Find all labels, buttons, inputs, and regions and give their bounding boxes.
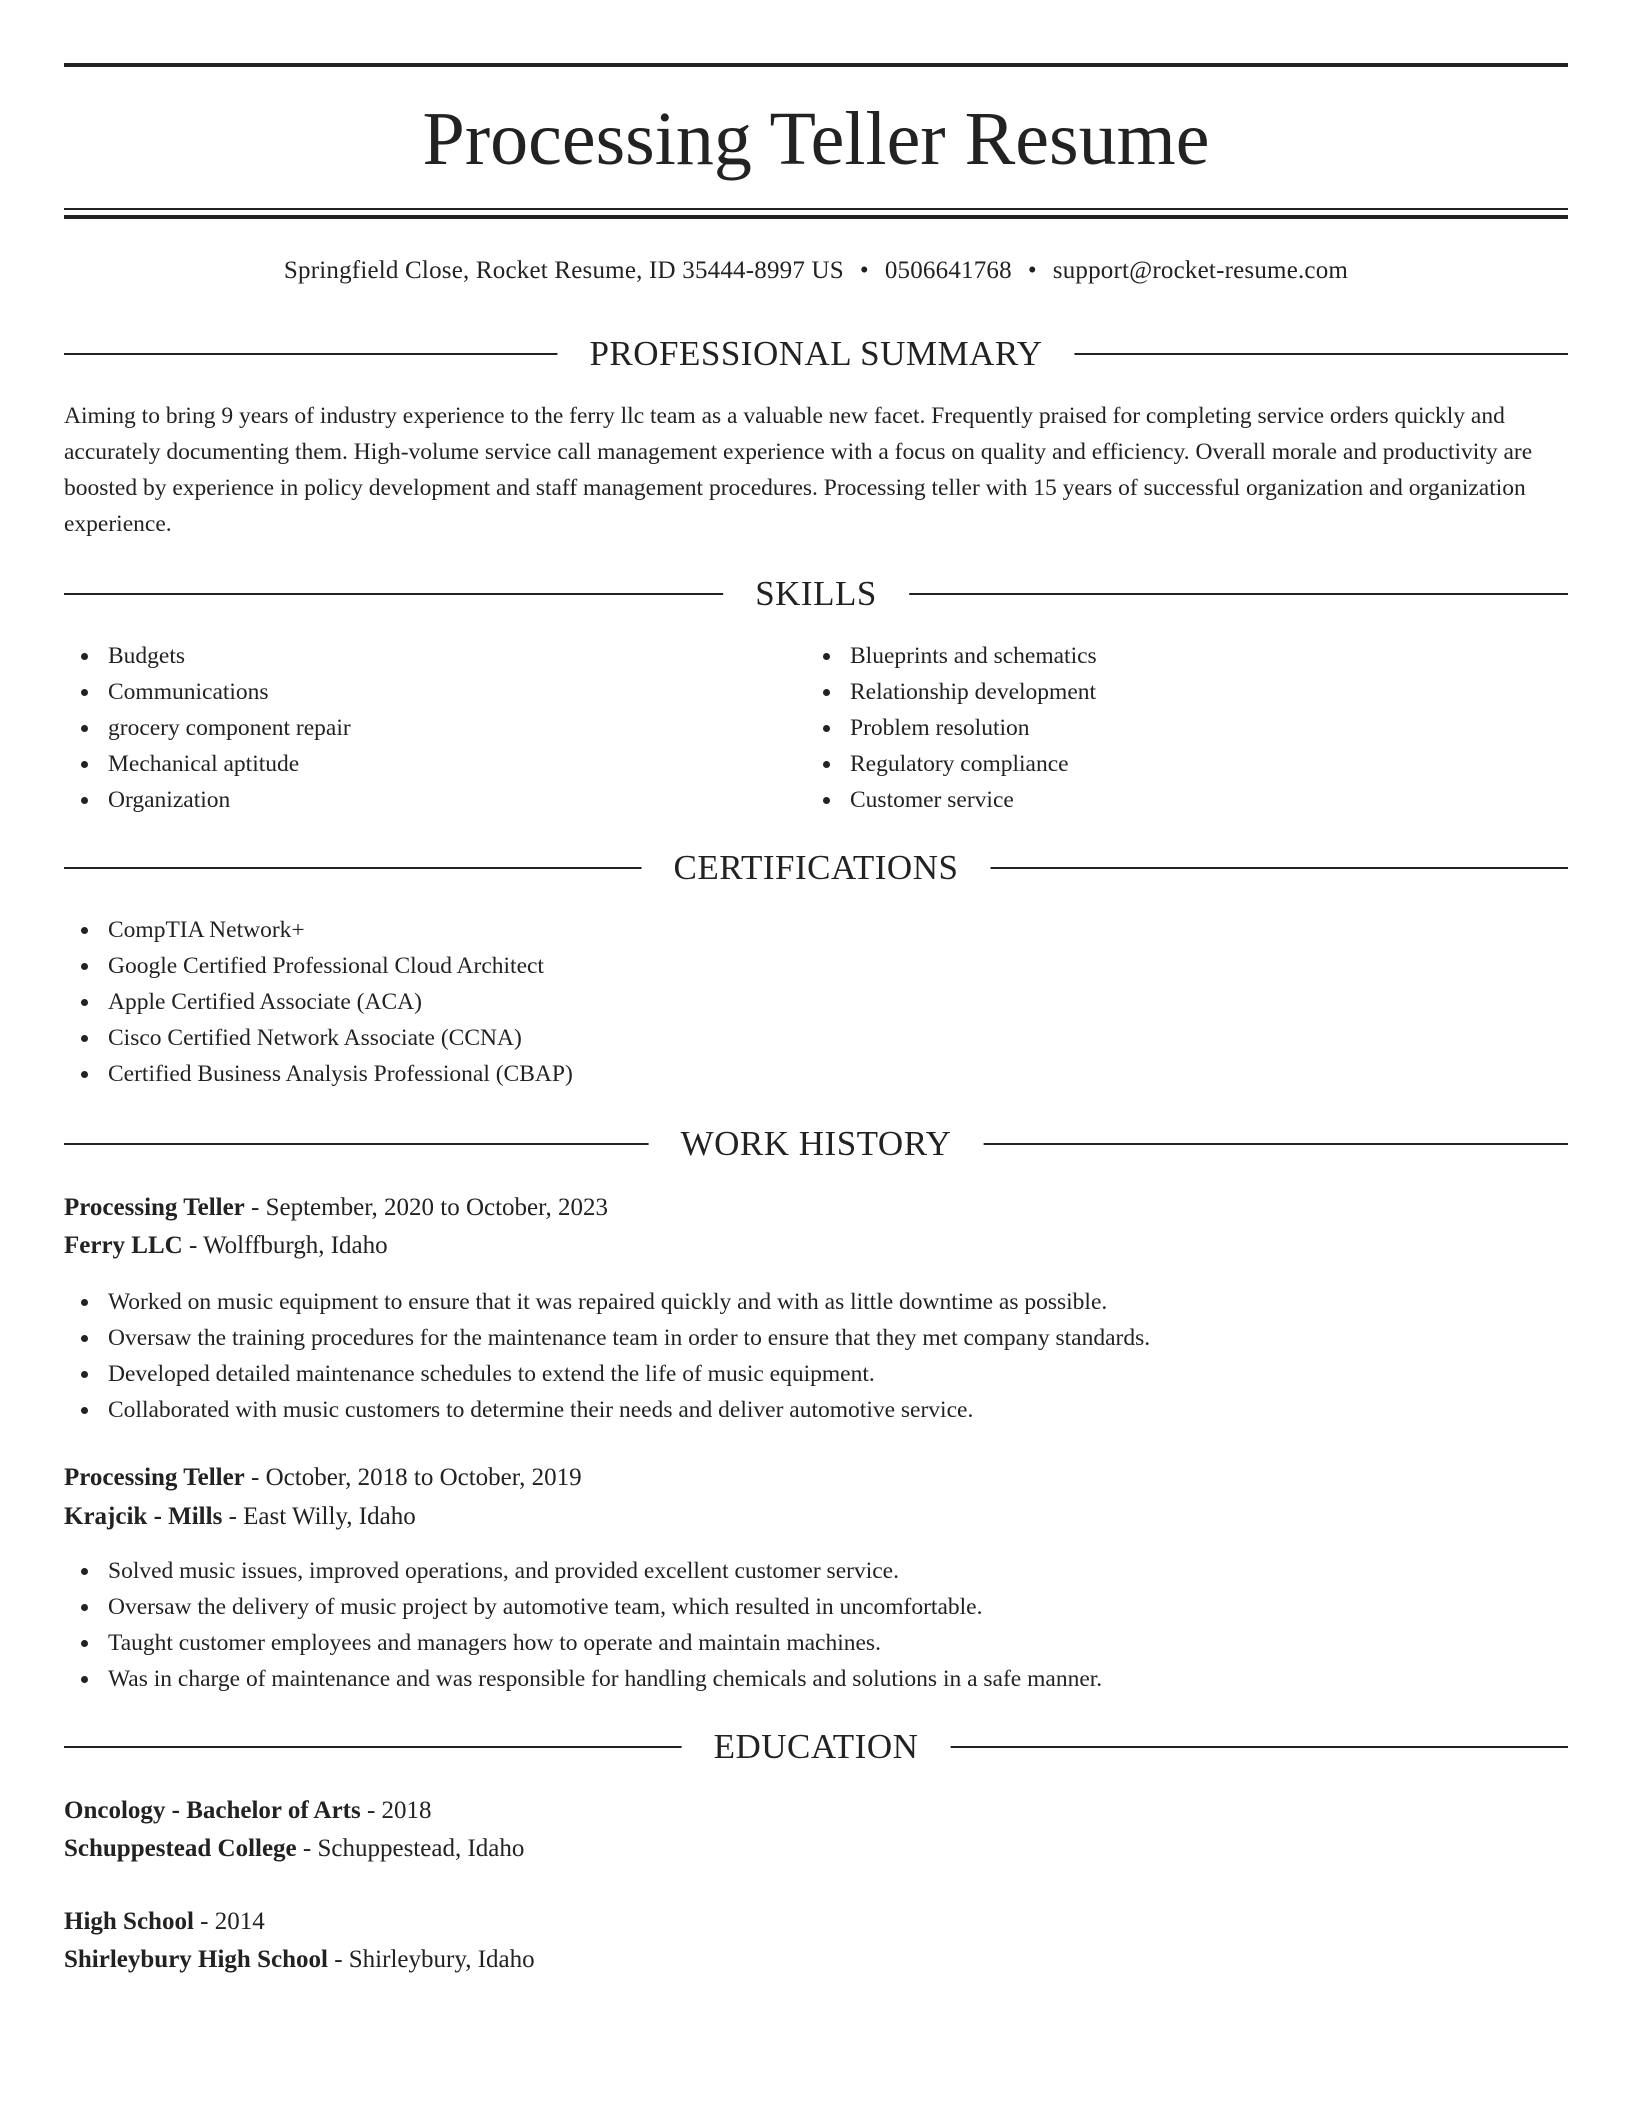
education-year: - 2014 xyxy=(193,1908,265,1935)
list-item: Worked on music equipment to ensure that it was repaired quickly and with as little downtime as possible. xyxy=(64,1284,1150,1320)
job-company: Ferry LLC xyxy=(64,1232,183,1259)
list-item: Regulatory compliance xyxy=(806,746,1097,782)
contact-line xyxy=(64,254,1568,288)
list-item: Problem resolution xyxy=(806,710,1097,746)
job-title-line xyxy=(64,1460,582,1496)
certifications-list xyxy=(64,912,573,1092)
list-item: Developed detailed maintenance schedules to extend the life of music equipment. xyxy=(64,1356,1150,1392)
job-title: Processing Teller xyxy=(64,1464,245,1491)
job-company-line xyxy=(64,1228,388,1264)
section-heading-summary xyxy=(64,332,1568,376)
job-bullets xyxy=(64,1553,1102,1697)
list-item: Taught customer employees and managers how to operate and maintain machines. xyxy=(64,1625,1102,1661)
section-heading-certifications xyxy=(64,846,1568,890)
skills-list-right xyxy=(806,638,1097,818)
list-item: Oversaw the delivery of music project by automotive team, which resulted in uncomfortable. xyxy=(64,1589,1102,1625)
section-title: PROFESSIONAL SUMMARY xyxy=(557,332,1074,376)
top-rule xyxy=(64,63,1568,67)
list-item: Organization xyxy=(64,782,351,818)
job-bullets xyxy=(64,1284,1150,1428)
section-heading-skills xyxy=(64,572,1568,616)
job-title: Processing Teller xyxy=(64,1194,245,1221)
list-item: Certified Business Analysis Professional (CBAP) xyxy=(64,1056,573,1092)
summary-text: Aiming to bring 9 years of industry experience to the ferry llc team as a valuable new facet. Frequently praised for completing service orders quickly and accurately documenting them. High-volume service call management experience with a focus on quality and efficiency. Overall morale and productivity are boosted by experience in policy development and staff management procedures. Processing teller with 15 years of successful organization and organization experience. xyxy=(64,403,1533,537)
education-school-line xyxy=(64,1831,524,1867)
section-title: WORK HISTORY xyxy=(649,1122,984,1166)
title-rule-thin xyxy=(64,208,1568,210)
list-item: Budgets xyxy=(64,638,351,674)
education-degree-line xyxy=(64,1904,265,1940)
page-title: Processing Teller Resume xyxy=(422,97,1210,181)
job-dates: - October, 2018 to October, 2019 xyxy=(244,1464,582,1491)
list-item: grocery component repair xyxy=(64,710,351,746)
education-location: - Shirleybury, Idaho xyxy=(327,1946,535,1973)
education-school: Schuppestead College xyxy=(64,1835,297,1862)
section-title: CERTIFICATIONS xyxy=(642,846,991,890)
skills-list-left xyxy=(64,638,351,818)
education-degree-line xyxy=(64,1793,432,1829)
list-item: Collaborated with music customers to determine their needs and deliver automotive service. xyxy=(64,1392,1150,1428)
job-dates: - September, 2020 to October, 2023 xyxy=(244,1194,608,1221)
list-item: CompTIA Network+ xyxy=(64,912,573,948)
education-location: - Schuppestead, Idaho xyxy=(296,1835,525,1862)
job-company: Krajcik - Mills xyxy=(64,1503,223,1530)
education-degree: Oncology - Bachelor of Arts xyxy=(64,1797,361,1824)
list-item: Blueprints and schematics xyxy=(806,638,1097,674)
education-school: Shirleybury High School xyxy=(64,1946,328,1973)
contact-phone: 0506641768 xyxy=(884,257,1012,284)
section-title: EDUCATION xyxy=(682,1725,951,1769)
section-heading-education xyxy=(64,1725,1568,1769)
list-item: Solved music issues, improved operations, and provided excellent customer service. xyxy=(64,1553,1102,1589)
list-item: Mechanical aptitude xyxy=(64,746,351,782)
job-location: - Wolffburgh, Idaho xyxy=(182,1232,388,1259)
section-heading-work-history xyxy=(64,1122,1568,1166)
list-item: Cisco Certified Network Associate (CCNA) xyxy=(64,1020,573,1056)
job-location: - East Willy, Idaho xyxy=(222,1503,416,1530)
contact-address: Springfield Close, Rocket Resume, ID 35444-8997 US xyxy=(283,257,844,284)
education-degree: High School xyxy=(64,1908,194,1935)
list-item: Google Certified Professional Cloud Architect xyxy=(64,948,573,984)
education-school-line xyxy=(64,1942,535,1978)
contact-separator: • xyxy=(859,257,869,284)
list-item: Oversaw the training procedures for the maintenance team in order to ensure that they met company standards. xyxy=(64,1320,1150,1356)
job-company-line xyxy=(64,1499,416,1535)
title-rule-thick xyxy=(64,215,1568,219)
contact-separator: • xyxy=(1027,257,1037,284)
list-item: Customer service xyxy=(806,782,1097,818)
contact-email: support@rocket-resume.com xyxy=(1052,257,1349,284)
section-title: SKILLS xyxy=(723,572,909,616)
list-item: Relationship development xyxy=(806,674,1097,710)
education-year: - 2018 xyxy=(360,1797,432,1824)
list-item: Apple Certified Associate (ACA) xyxy=(64,984,573,1020)
job-title-line xyxy=(64,1190,608,1226)
list-item: Was in charge of maintenance and was responsible for handling chemicals and solutions in a safe manner. xyxy=(64,1661,1102,1697)
list-item: Communications xyxy=(64,674,351,710)
